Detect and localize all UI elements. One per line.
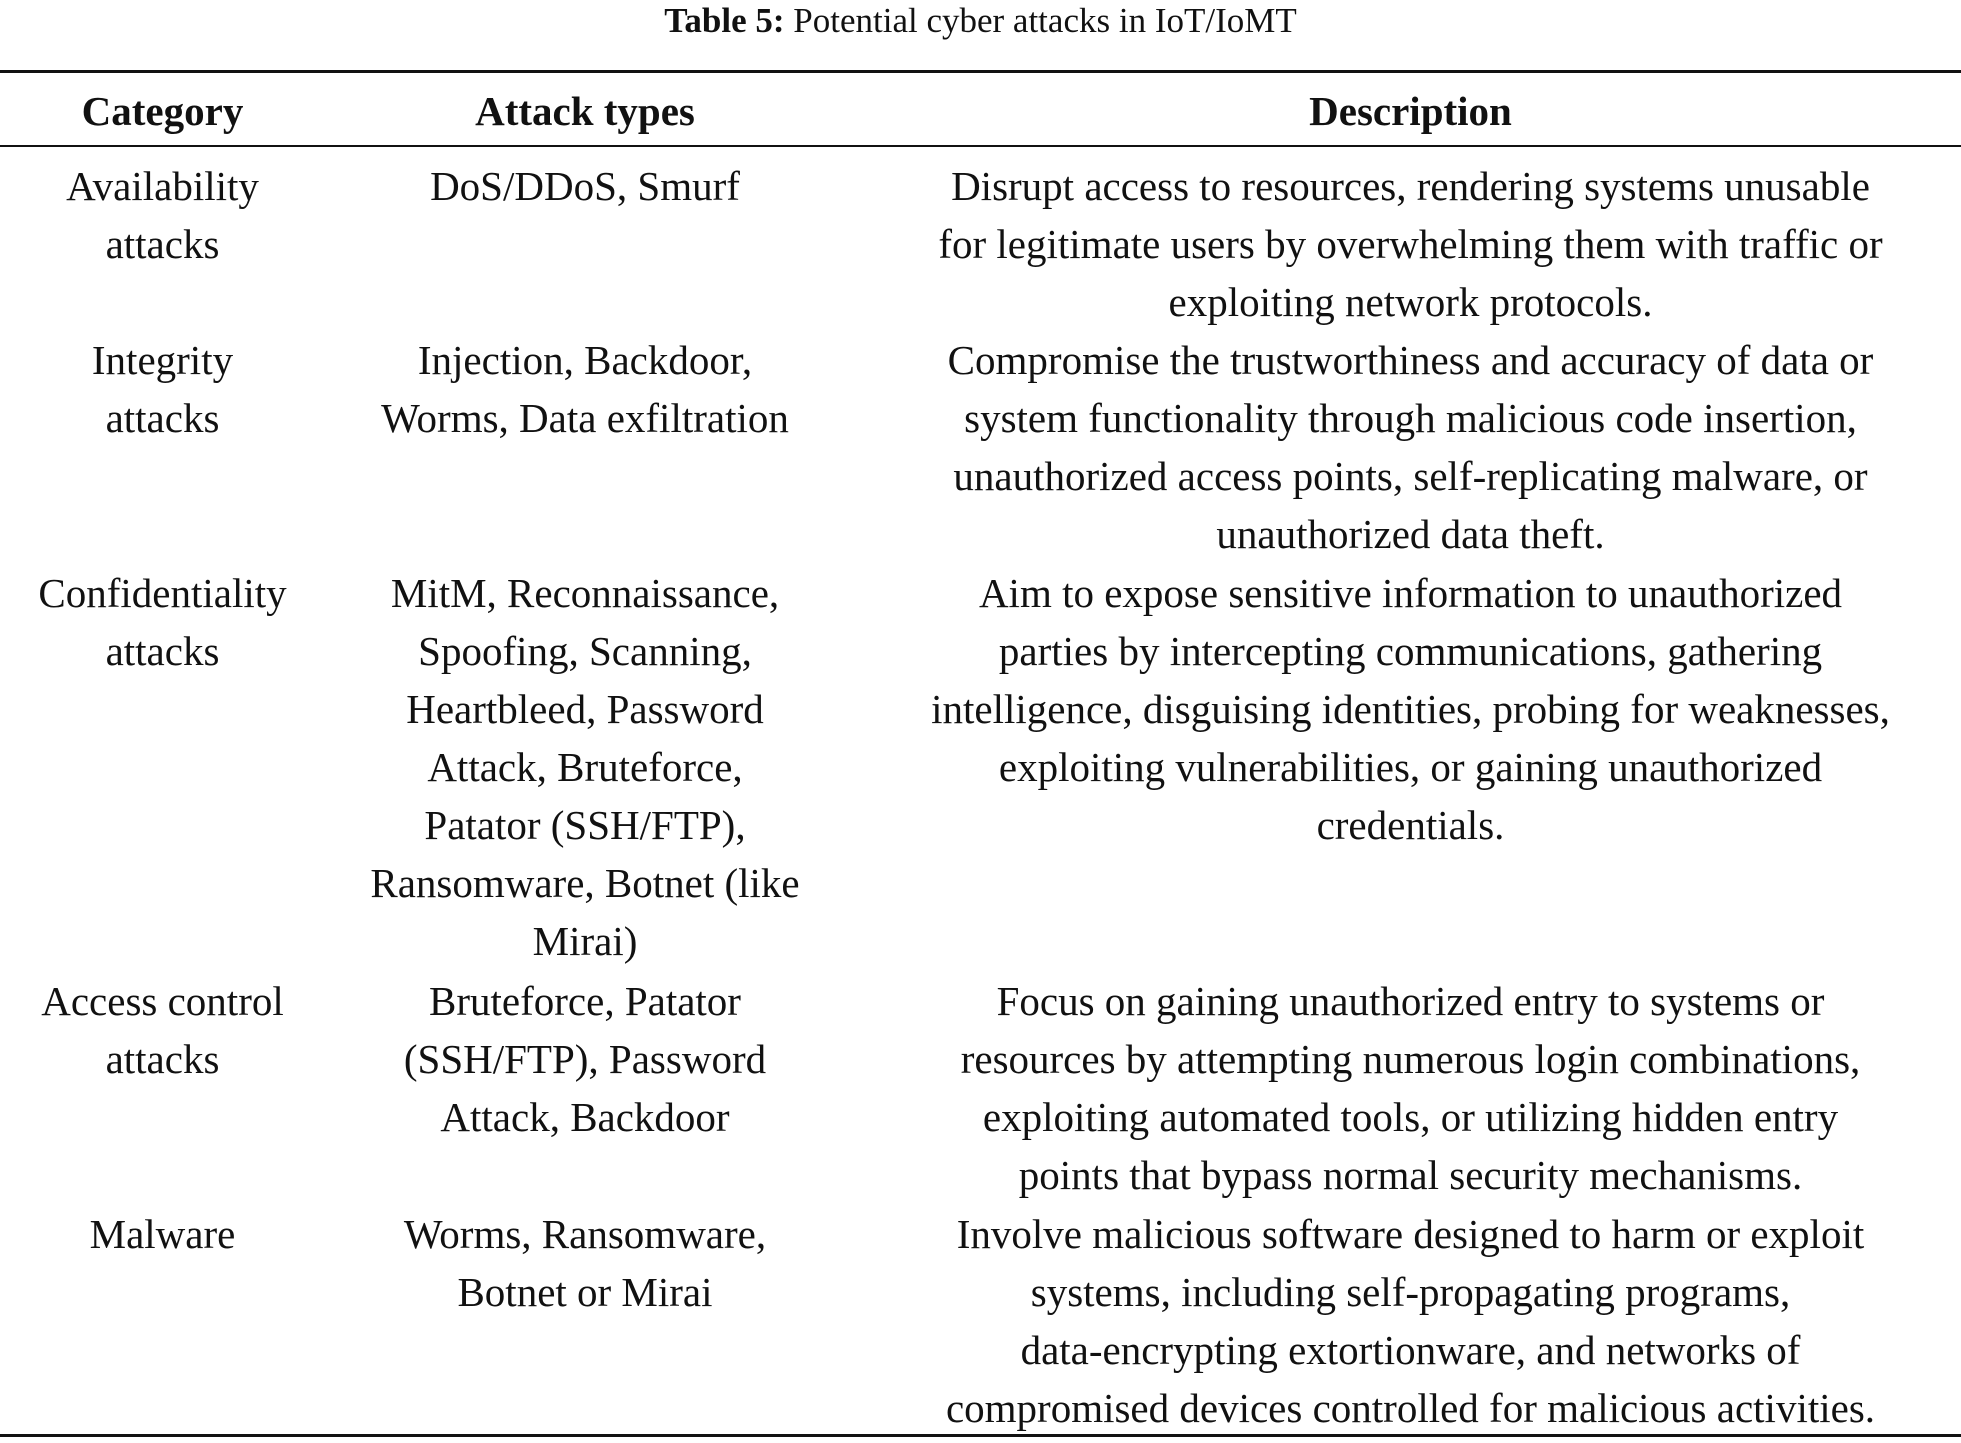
cell-line: Spoofing, Scanning, — [418, 628, 752, 674]
cell-line: exploiting network protocols. — [1168, 279, 1653, 325]
row-access-control-attack-types — [340, 972, 830, 1146]
cell-line: attacks — [105, 628, 220, 674]
cell-line: unauthorized access points, self-replicating malware, or — [953, 453, 1868, 499]
cell-line: attacks — [105, 395, 220, 441]
cell-line: Involve malicious software designed to harm or exploit — [956, 1211, 1865, 1257]
row-malware-attack-types — [340, 1205, 830, 1321]
cell-line: Botnet or Mirai — [457, 1269, 713, 1315]
header-attack-types: Attack types — [475, 88, 695, 134]
cell-line: Heartbleed, Password — [406, 686, 764, 732]
cell-line: for legitimate users by overwhelming them with traffic or — [938, 221, 1883, 267]
table-caption-text: Potential cyber attacks in IoT/IoMT — [793, 1, 1297, 40]
cell-line: Bruteforce, Patator — [429, 978, 741, 1024]
cell-line: intelligence, disguising identities, probing for weaknesses, — [931, 686, 1890, 732]
cell-line: DoS/DDoS, Smurf — [430, 163, 740, 209]
cell-line: Disrupt access to resources, rendering systems unusable — [951, 163, 1870, 209]
row-availability-description — [860, 157, 1961, 331]
table-header-rule — [0, 145, 1961, 147]
cell-line: Focus on gaining unauthorized entry to systems or — [996, 978, 1825, 1024]
cell-line: Injection, Backdoor, — [417, 337, 753, 383]
cell-line: data-encrypting extortionware, and networks of — [1020, 1327, 1801, 1373]
cell-line: Attack, Backdoor — [440, 1094, 730, 1140]
cell-line: Ransomware, Botnet (like — [370, 860, 800, 906]
row-access-control-description — [860, 972, 1961, 1204]
cell-line: compromised devices controlled for malicious activities. — [945, 1385, 1876, 1431]
table-caption — [0, 0, 1961, 42]
cell-line: MitM, Reconnaissance, — [390, 570, 780, 616]
cell-line: Malware — [89, 1211, 236, 1257]
cell-line: Attack, Bruteforce, — [427, 744, 743, 790]
row-access-control-category — [0, 972, 325, 1088]
cell-line: Access control — [41, 978, 284, 1024]
cell-line: unauthorized data theft. — [1216, 511, 1605, 557]
table-bottom-rule — [0, 1434, 1961, 1437]
row-confidentiality-description — [860, 564, 1961, 854]
cell-line: exploiting vulnerabilities, or gaining unauthorized — [998, 744, 1823, 790]
table-caption-label: Table 5: — [664, 1, 785, 40]
row-availability-attack-types — [340, 157, 830, 215]
cell-line: Availability — [66, 163, 259, 209]
table-top-rule — [0, 70, 1961, 73]
header-description: Description — [1309, 88, 1512, 134]
row-confidentiality-category — [0, 564, 325, 680]
cell-line: Worms, Data exfiltration — [381, 395, 789, 441]
cell-line: credentials. — [1316, 802, 1505, 848]
cell-line: exploiting automated tools, or utilizing hidden entry — [982, 1094, 1839, 1140]
cell-line: attacks — [105, 221, 220, 267]
row-integrity-description — [860, 331, 1961, 563]
cell-line: Aim to expose sensitive information to unauthorized — [978, 570, 1843, 616]
cell-line: (SSH/FTP), Password — [403, 1036, 767, 1082]
cell-line: Mirai) — [532, 918, 638, 964]
row-integrity-attack-types — [340, 331, 830, 447]
row-malware-description — [860, 1205, 1961, 1437]
cell-line: Confidentiality — [38, 570, 287, 616]
header-category: Category — [81, 88, 244, 134]
cell-line: Worms, Ransomware, — [403, 1211, 767, 1257]
cell-line: points that bypass normal security mechanisms. — [1018, 1152, 1803, 1198]
cell-line: Compromise the trustworthiness and accuracy of data or — [947, 337, 1874, 383]
cell-line: attacks — [105, 1036, 220, 1082]
cell-line: parties by intercepting communications, gathering — [998, 628, 1823, 674]
cell-line: systems, including self-propagating programs, — [1030, 1269, 1791, 1315]
row-integrity-category — [0, 331, 325, 447]
row-confidentiality-attack-types — [340, 564, 830, 970]
row-availability-category — [0, 157, 325, 273]
cell-line: resources by attempting numerous login combinations, — [960, 1036, 1861, 1082]
cell-line: Patator (SSH/FTP), — [424, 802, 746, 848]
row-malware-category — [0, 1205, 325, 1263]
cell-line: system functionality through malicious code insertion, — [964, 395, 1857, 441]
cell-line: Integrity — [91, 337, 234, 383]
